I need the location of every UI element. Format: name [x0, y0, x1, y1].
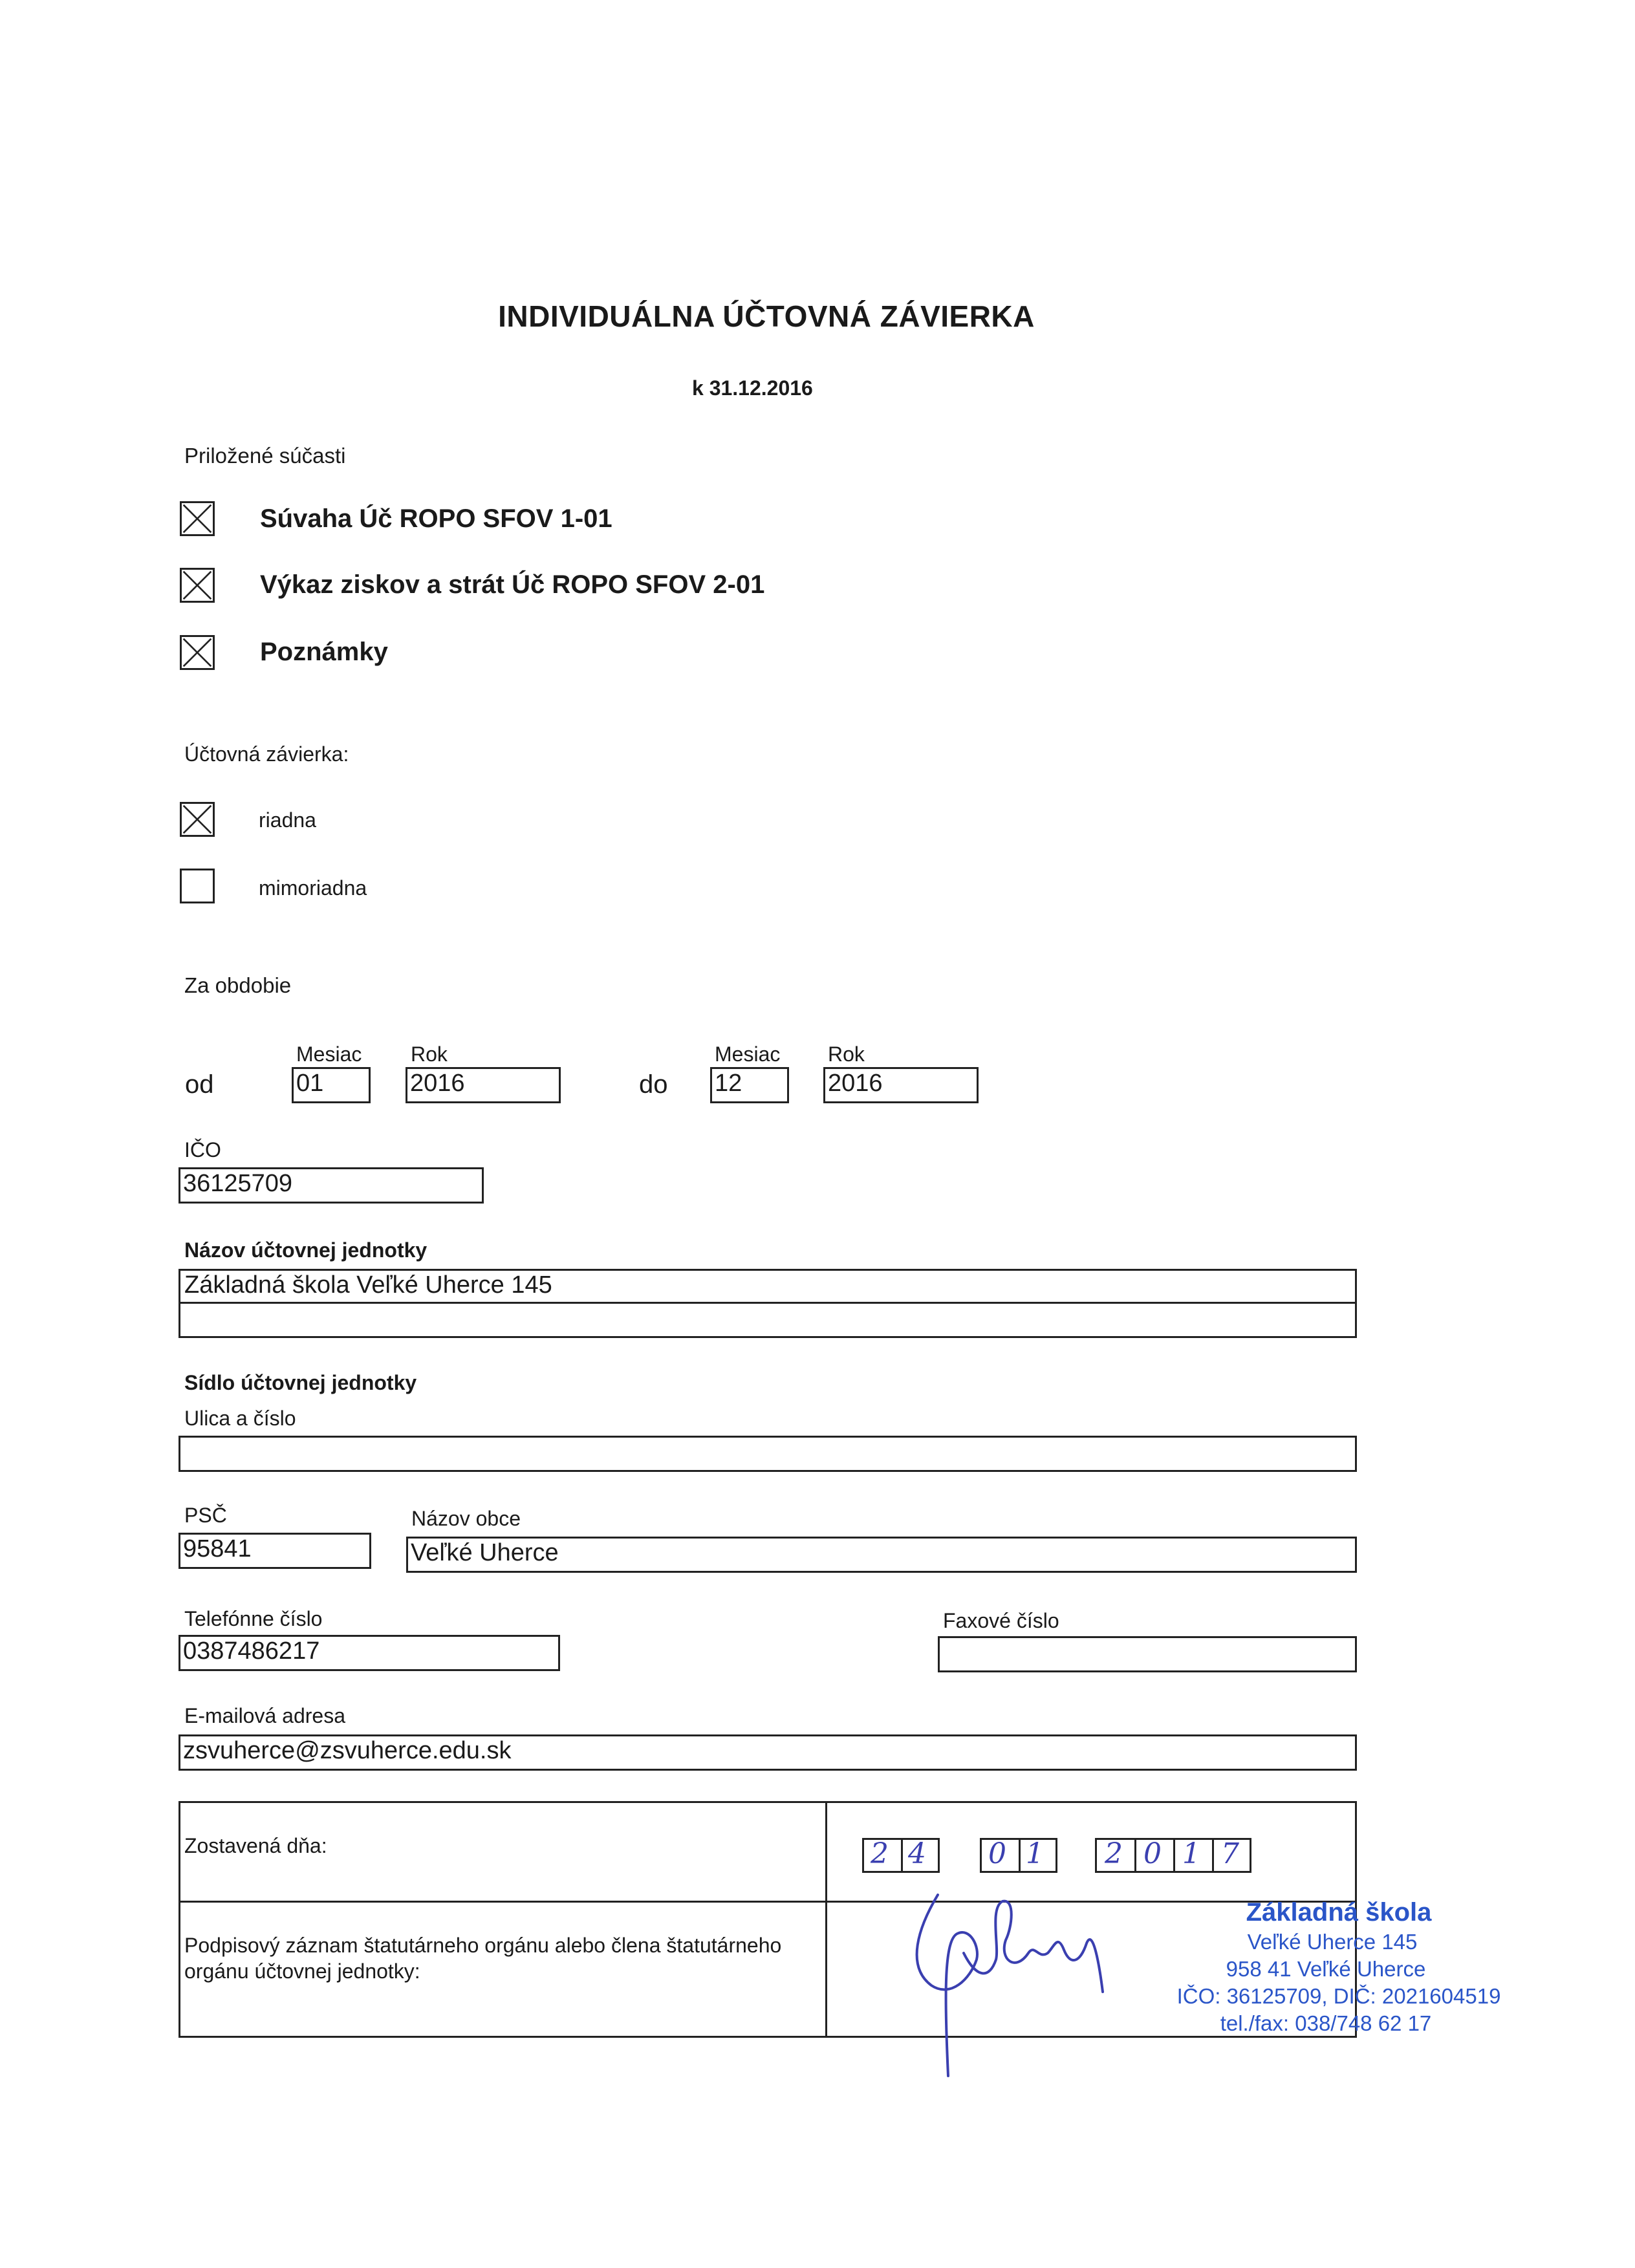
option-label-mimoriadna: mimoriadna	[259, 876, 367, 900]
city-field[interactable]: Veľké Uherce	[406, 1537, 1357, 1573]
psc-field[interactable]: 95841	[179, 1533, 371, 1569]
date-year-box[interactable]	[1095, 1837, 1260, 1873]
document-title: INDIVIDUÁLNA ÚČTOVNÁ ZÁVIERKA	[498, 299, 1035, 333]
date-month-box[interactable]	[980, 1837, 1063, 1873]
checkbox-poznamky[interactable]	[180, 635, 215, 670]
handwritten-signature	[893, 1888, 1125, 2082]
entity-name-box	[179, 1269, 1357, 1338]
compiled-label: Zostavená dňa:	[184, 1834, 327, 1857]
stamp-ids: IČO: 36125709, DIČ: 2021604519	[1176, 1984, 1501, 2008]
street-label: Ulica a číslo	[184, 1407, 296, 1430]
to-month-label: Mesiac	[715, 1042, 781, 1066]
entity-name-line2[interactable]	[180, 1304, 1355, 1336]
seat-label: Sídlo účtovnej jednotky	[184, 1371, 417, 1394]
from-month-field[interactable]: 01	[292, 1067, 371, 1103]
stamp-name: Základná škola	[1246, 1898, 1432, 1927]
fax-label: Faxové číslo	[943, 1609, 1059, 1632]
to-label: do	[639, 1070, 668, 1099]
email-label: E-mailová adresa	[184, 1704, 345, 1727]
stamp	[1145, 1898, 1507, 2036]
ico-label: IČO	[184, 1138, 221, 1161]
ico-field[interactable]: 36125709	[179, 1167, 484, 1204]
date-day-box[interactable]	[862, 1837, 946, 1873]
to-year-field[interactable]: 2016	[823, 1067, 979, 1103]
signature-label: Podpisový záznam štatutárneho orgánu alebo člena štatutárneho orgánu účtovnej jednotky:	[184, 1934, 782, 1983]
stamp-address1: Veľké Uherce 145	[1247, 1930, 1418, 1954]
date-month-value: 01	[988, 1837, 1063, 1870]
checkbox-riadna[interactable]	[180, 802, 215, 837]
option-label-riadna: riadna	[259, 808, 316, 832]
checkbox-mimoriadna[interactable]	[180, 869, 215, 903]
entity-name-line1[interactable]: Základná škola Veľké Uherce 145	[180, 1271, 1355, 1304]
stamp-address2: 958 41 Veľké Uherce	[1226, 1957, 1426, 1981]
phone-label: Telefónne číslo	[184, 1607, 323, 1630]
attachment-label-suvaha: Súvaha Úč ROPO SFOV 1-01	[260, 504, 612, 533]
from-year-label: Rok	[411, 1042, 448, 1066]
from-year-field[interactable]: 2016	[406, 1067, 561, 1103]
attachment-label-vykaz: Výkaz ziskov a strát Úč ROPO SFOV 2-01	[260, 570, 765, 599]
attachment-label-poznamky: Poznámky	[260, 638, 388, 666]
date-day-value: 24	[871, 1837, 946, 1870]
checkbox-suvaha[interactable]	[180, 501, 215, 536]
to-year-label: Rok	[828, 1042, 865, 1066]
attachments-label: Priložené súčasti	[184, 444, 346, 468]
street-field[interactable]	[179, 1436, 1357, 1472]
phone-field[interactable]: 0387486217	[179, 1635, 560, 1671]
email-field[interactable]: zsvuherce@zsvuherce.edu.sk	[179, 1734, 1357, 1771]
psc-label: PSČ	[184, 1504, 227, 1527]
from-label: od	[185, 1070, 214, 1099]
period-label: Za obdobie	[184, 973, 292, 997]
closing-date: k 31.12.2016	[692, 376, 813, 400]
checkbox-vykaz[interactable]	[180, 568, 215, 603]
from-month-label: Mesiac	[296, 1042, 362, 1066]
closing-type-label: Účtovná závierka:	[184, 742, 349, 766]
date-year-value: 2017	[1105, 1837, 1260, 1870]
fax-field[interactable]	[938, 1636, 1357, 1672]
stamp-tel: tel./fax: 038/748 62 17	[1220, 2011, 1432, 2035]
city-label: Názov obce	[411, 1507, 521, 1530]
to-month-field[interactable]: 12	[710, 1067, 789, 1103]
entity-name-label: Názov účtovnej jednotky	[184, 1238, 428, 1262]
table-column-divider	[825, 1803, 827, 2036]
